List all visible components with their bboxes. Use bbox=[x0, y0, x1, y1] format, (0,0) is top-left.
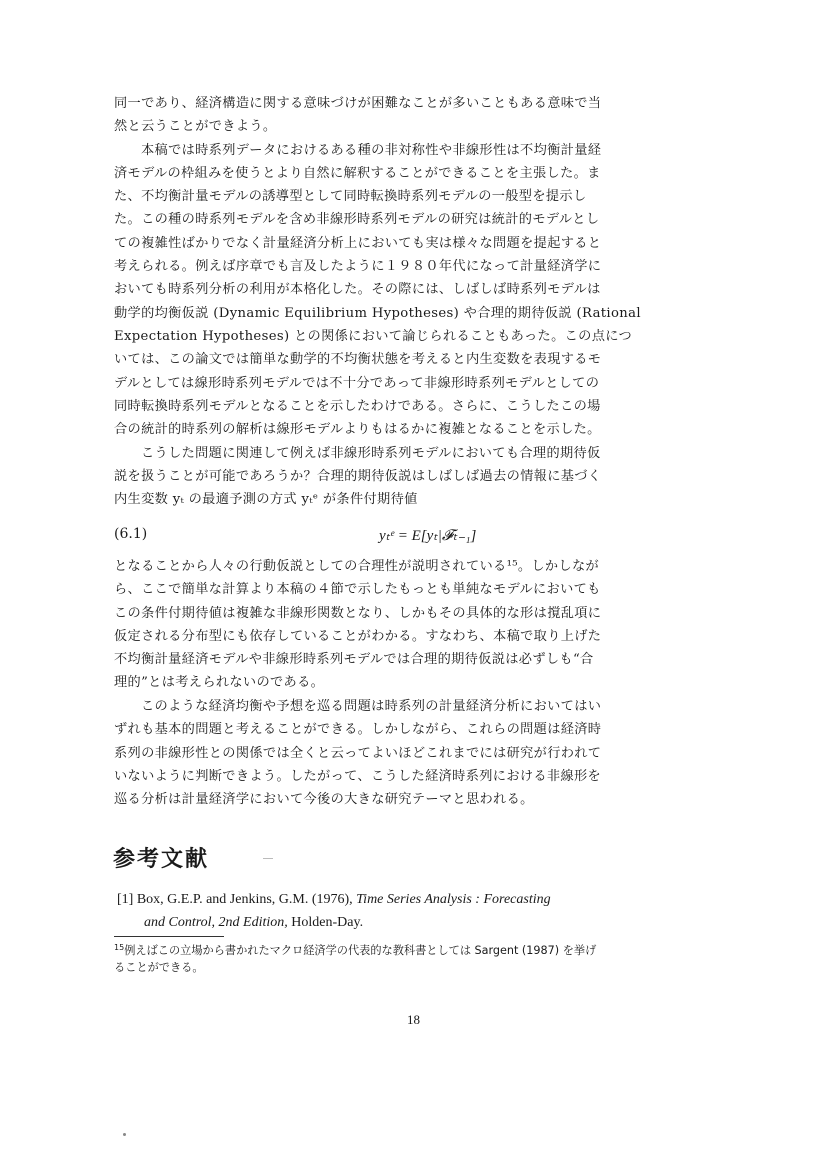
text-line: おいても時系列分析の利用が本格化した。その際には、しばしば時系列モデルは bbox=[114, 282, 601, 298]
text-line: いては、この論文では簡単な動学的不均衡状態を考えると内生変数を表現するモ bbox=[114, 352, 602, 368]
text-line: た。この種の時系列モデルを含め非線形時系列モデルの研究は統計的モデルとし bbox=[114, 212, 600, 228]
text-line: 合の統計的時系列の解析は線形モデルよりもはるかに複雑となることを示した。 bbox=[114, 422, 601, 438]
text-line: Expectation Hypotheses) との関係において論じられることもあった。この点につ bbox=[114, 328, 633, 344]
text-line: 考えられる。例えば序章でも言及したように１９８０年代になって計量経済学に bbox=[114, 259, 602, 275]
equation-body: yₜᵉ = E[yₜ|𝓕ₜ₋₁] bbox=[379, 528, 477, 544]
reference-publisher: Holden-Day. bbox=[291, 915, 364, 930]
equation-6-1 bbox=[114, 526, 683, 550]
footnote-divider bbox=[114, 936, 224, 937]
references-heading: 参考文献 bbox=[113, 847, 210, 872]
text-line: ら、ここで簡単な計算より本稿の４節で示したもっとも単純なモデルにおいても bbox=[114, 582, 601, 598]
reference-1 bbox=[117, 888, 683, 934]
footnote-mark: 15 bbox=[114, 943, 125, 952]
text-line: ての複雑性ばかりでなく計量経済分析上においても実は様々な問題を提起すると bbox=[114, 235, 602, 251]
text-line: 済モデルの枠組みを使うとより自然に解釈することができることを主張した。ま bbox=[114, 165, 601, 181]
text-line: となることから人々の行動仮説としての合理性が説明されている¹⁵。しかしなが bbox=[114, 559, 600, 574]
text-line: 動学的均衡仮説 (Dynamic Equilibrium Hypotheses) や合理的期待仮説 (Rational bbox=[114, 305, 641, 321]
footnote-15 bbox=[114, 939, 683, 976]
page-number: 18 bbox=[407, 1012, 420, 1027]
text-line: この条件付期待値は複雑な非線形関数となり、しかもその具体的な形は撹乱項に bbox=[114, 605, 602, 621]
text-line: ずれも基本的問題と考えることができる。しかしながら、これらの問題は経済時 bbox=[114, 722, 602, 738]
text-line: 説を扱うことが可能であろうか？合理的期待仮説はしばしば過去の情報に基づく bbox=[114, 468, 602, 484]
text-line: こうした問題に関連して例えば非線形時系列モデルにおいても合理的期待仮 bbox=[141, 445, 601, 461]
paragraph-future-research bbox=[114, 695, 683, 811]
reference-number: [1] bbox=[117, 892, 134, 907]
equation-number: (6.1) bbox=[114, 526, 148, 542]
scan-mark bbox=[263, 858, 273, 859]
text-line: 本稿では時系列データにおけるある種の非対称性や非線形性は不均衡計量経 bbox=[141, 142, 602, 158]
paragraph-rational-expectations bbox=[114, 442, 683, 512]
text-line: このような経済均衡や予想を巡る問題は時系列の計量経済分析においてはい bbox=[141, 699, 602, 714]
paragraph-continuation bbox=[114, 92, 683, 139]
reference-title: Time Series Analysis : Forecasting bbox=[356, 892, 551, 907]
text-line: 同時転換時系列モデルとなることを示したわけである。さらに、こうしたこの場 bbox=[114, 398, 601, 414]
text-line: 仮定される分布型にも依存していることがわかる。すなわち、本稿で取り上げた bbox=[114, 628, 602, 644]
text-line: 系列の非線形性との関係では全くと云ってよいほどこれまでには研究が行われて bbox=[114, 745, 602, 761]
reference-authors: Box, G.E.P. and Jenkins, G.M. (1976), bbox=[136, 892, 353, 907]
text-line: 理的”とは考えられないのである。 bbox=[114, 675, 325, 691]
text-line: 然と云うことができよう。 bbox=[114, 119, 277, 135]
paragraph-conclusion bbox=[114, 139, 683, 442]
text-line: 巡る分析は計量経済学において今後の大きな研究テーマと思われる。 bbox=[114, 792, 534, 808]
text-line: 不均衡計量経済モデルや非線形時系列モデルでは合理的期待仮説は必ずしも“合 bbox=[114, 652, 594, 668]
scan-speck bbox=[123, 1133, 126, 1136]
text-line: た、不均衡計量モデルの誘導型として同時転換時系列モデルの一般型を提示し bbox=[114, 189, 587, 205]
paragraph-rationality bbox=[114, 555, 683, 695]
text-line: 内生変数 yₜ の最適予測の方式 yₜᵉ が条件付期待値 bbox=[114, 492, 418, 508]
footnote-text: 例えばこの立場から書かれたマクロ経済学の代表的な教科書としては Sargent (1987) を挙げ bbox=[124, 944, 597, 957]
text-line: 同一であり、経済構造に関する意味づけが困難なことが多いこともある意味で当 bbox=[114, 96, 602, 111]
text-line: デルとしては線形時系列モデルでは不十分であって非線形時系列モデルとしての bbox=[114, 375, 600, 391]
reference-title-continued: and Control, 2nd Edition, bbox=[144, 915, 288, 930]
text-line: いないように判断できよう。したがって、こうした経済時系列における非線形を bbox=[114, 768, 602, 784]
footnote-text: ることができる。 bbox=[114, 961, 204, 974]
